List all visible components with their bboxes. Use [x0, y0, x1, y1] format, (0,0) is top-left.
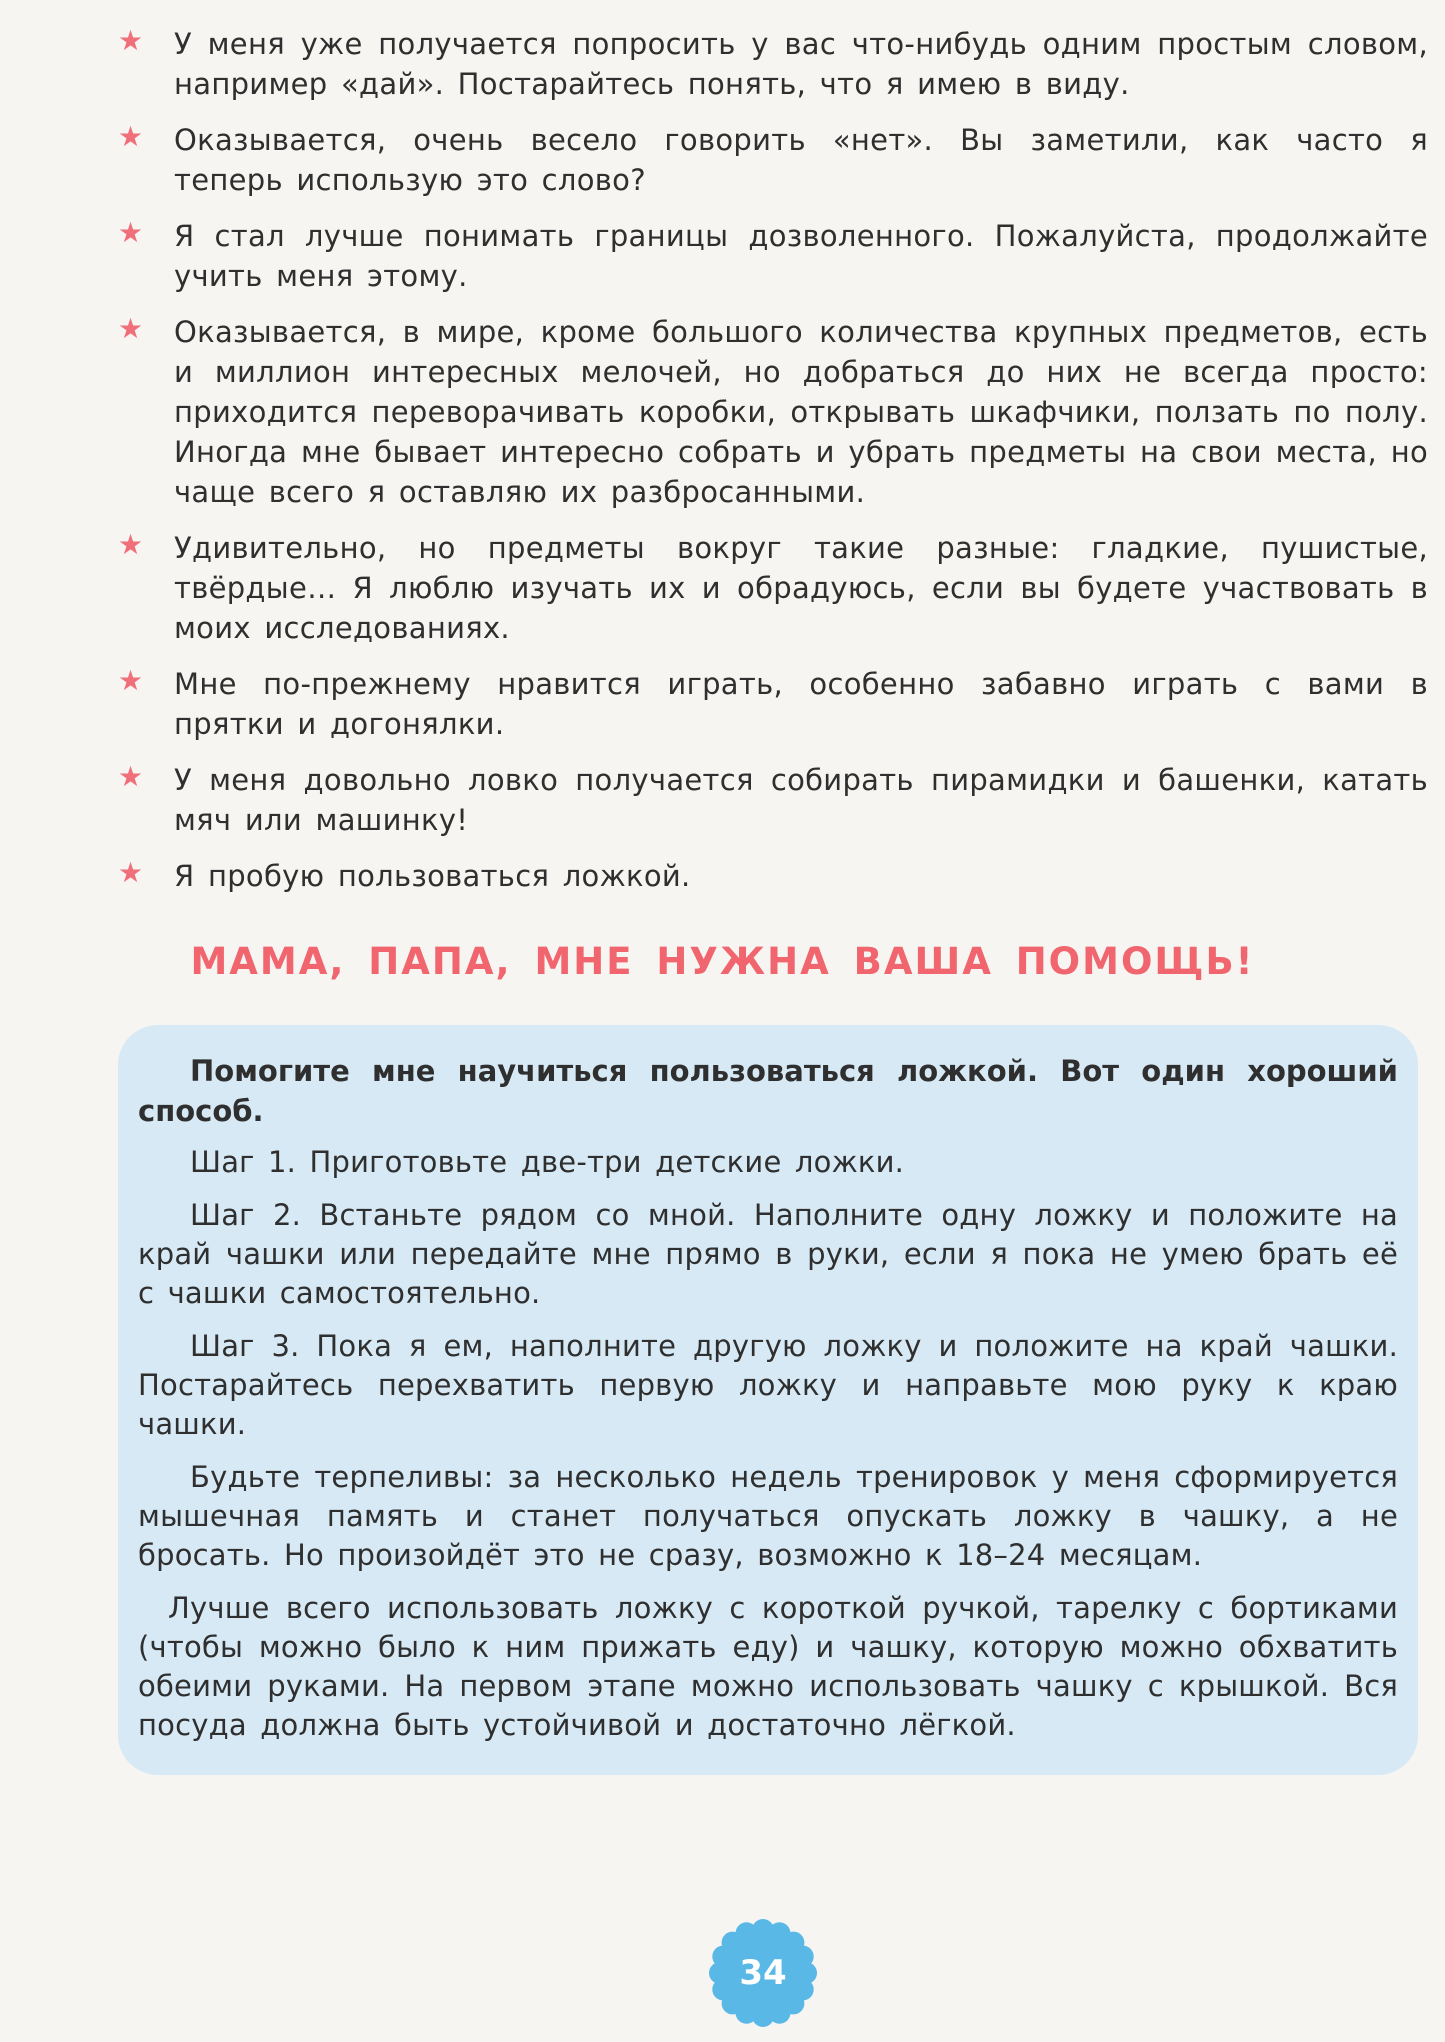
list-item-text: У меня довольно ловко получается собирать пирамидки и башенки, катать мяч или машинку!	[174, 763, 1428, 837]
list-item-text: Я стал лучше понимать границы дозволенного. Пожалуйста, продолжайте учить меня этому.	[174, 219, 1428, 293]
patience-note: Будьте терпеливы: за несколько недель тренировок у меня сформируется мышечная память и станет получаться опускать ложку в чашку, а не бросать. Но произойдёт это не сразу, возможно к 18–24 месяцам.	[138, 1460, 1398, 1572]
list-item-text: Оказывается, в мире, кроме большого количества крупных предметов, есть и миллион интересных мелочей, но добраться до них не всегда просто: приходится переворачивать коробки, открывать шкафчики, ползать по полу. Иногда мне бывает интересно собрать и убрать предметы на свои места, но чаще всего я оставляю их разбросанными.	[174, 315, 1428, 509]
star-icon: ★	[118, 528, 144, 561]
list-item	[118, 24, 1428, 104]
list-item-text: Мне по-прежнему нравится играть, особенно забавно играть с вами в прятки и догонялки.	[174, 667, 1428, 741]
step-1: Шаг 1. Приготовьте две-три детские ложки.	[190, 1145, 905, 1179]
section-heading: МАМА, ПАПА, МНЕ НУЖНА ВАША ПОМОЩЬ!	[190, 940, 1255, 983]
star-icon: ★	[118, 120, 144, 153]
list-item-text: Я пробую пользоваться ложкой.	[174, 859, 691, 893]
help-box	[118, 1025, 1418, 1775]
list-item	[118, 528, 1428, 648]
list-item	[118, 664, 1428, 744]
list-item	[118, 120, 1428, 200]
list-item-text: Удивительно, но предметы вокруг такие разные: гладкие, пушистые, твёрдые… Я люблю изучать их и обрадуюсь, если вы будете участвовать в моих исследованиях.	[174, 531, 1428, 645]
list-item	[118, 312, 1428, 512]
page-number-badge	[708, 1918, 818, 2028]
help-box-lead: Помогите мне научиться пользоваться ложкой. Вот один хороший способ.	[138, 1054, 1398, 1128]
list-item	[118, 760, 1428, 840]
star-icon: ★	[118, 664, 144, 697]
star-icon: ★	[118, 760, 144, 793]
page-number: 34	[739, 1953, 787, 1993]
star-icon: ★	[118, 856, 144, 889]
step-2: Шаг 2. Встаньте рядом со мной. Наполните одну ложку и положите на край чашки или передайте мне прямо в руки, если я пока не умею брать её с чашки самостоятельно.	[138, 1198, 1398, 1310]
tableware-tips: Лучше всего использовать ложку с короткой ручкой, тарелку с бортиками (чтобы можно было к ним прижать еду) и чашку, которую можно обхватить обеими руками. На первом этапе можно использовать чашку с крышкой. Вся посуда должна быть устойчивой и достаточно лёгкой.	[138, 1591, 1398, 1742]
list-item-text: У меня уже получается попросить у вас что-нибудь одним простым словом, например «дай». Постарайтесь понять, что я имею в виду.	[174, 27, 1428, 101]
star-icon: ★	[118, 24, 144, 57]
star-icon: ★	[118, 216, 144, 249]
list-item	[118, 856, 1428, 896]
list-item	[118, 216, 1428, 296]
milestones-list	[118, 24, 1428, 912]
step-3: Шаг 3. Пока я ем, наполните другую ложку и положите на край чашки. Постарайтесь перехватить первую ложку и направьте мою руку к краю чашки.	[138, 1329, 1398, 1441]
star-icon: ★	[118, 312, 144, 345]
list-item-text: Оказывается, очень весело говорить «нет». Вы заметили, как часто я теперь использую это слово?	[174, 123, 1428, 197]
